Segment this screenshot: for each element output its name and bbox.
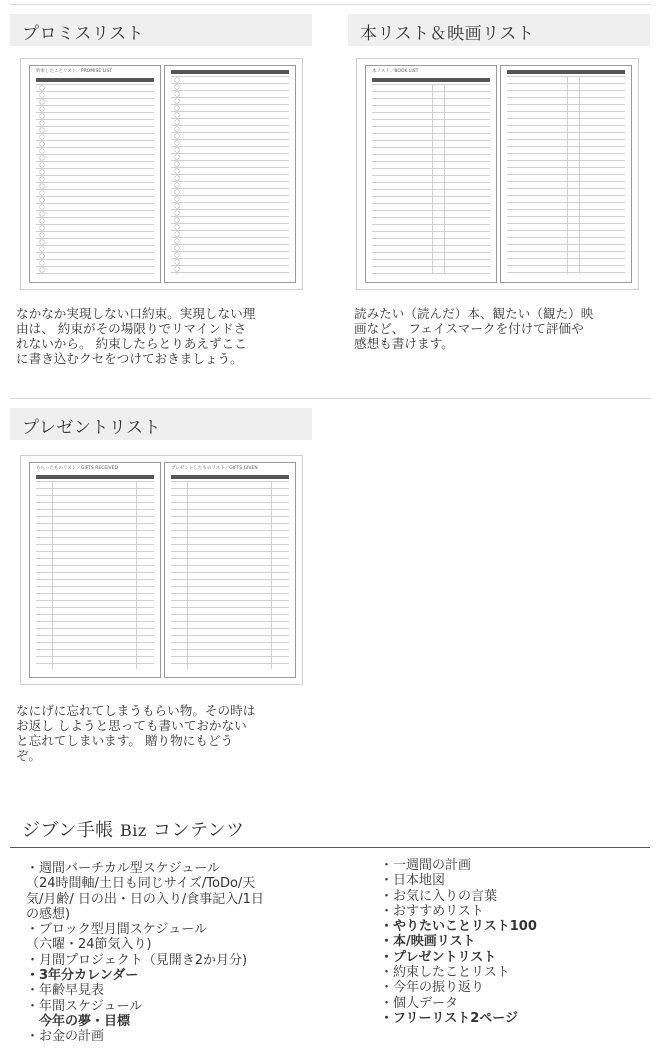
promise-list-preview: [20, 58, 303, 290]
page-header-bar: [372, 78, 490, 82]
promise-page-right: [164, 65, 296, 283]
present-page-left: [29, 462, 161, 678]
contents-title-latin: Biz: [120, 821, 147, 840]
contents-list-item: ・ブロック型月間スケジュール: [26, 922, 207, 938]
page-grid: [36, 481, 154, 669]
contents-list-item: の感想): [26, 906, 71, 922]
page-grid: [171, 76, 289, 274]
contents-list-item: ・今年の振り返り: [380, 980, 485, 996]
contents-list-item: ・一週間の計画: [380, 858, 472, 873]
section-heading-books: [348, 14, 650, 46]
page-header-bar: [36, 78, 154, 82]
contents-list-item: ・やりたいことリスト100: [380, 919, 537, 935]
page-grid: [507, 76, 625, 274]
contents-list-item: 気/月齢/ 日の出・日の入り/食事記入/1日: [26, 891, 264, 907]
page-header-bar: [171, 70, 289, 74]
contents-list-item: ・日本地図: [380, 873, 446, 889]
contents-list-item: ・お金の計画: [26, 1029, 105, 1045]
page-title: プレゼントしたものリスト／GIFTS GIVEN: [171, 466, 258, 471]
page-grid: [36, 84, 154, 274]
contents-list-left: [26, 861, 336, 1045]
present-page-right: [164, 462, 296, 678]
contents-title-jp2: コンテンツ: [146, 820, 245, 841]
book-page-left: [365, 65, 497, 283]
contents-list-item: ・年間スケジュール: [26, 998, 143, 1014]
page-grid: [171, 481, 289, 669]
contents-title-jp: ジブン手帳: [22, 820, 121, 841]
section-heading-present: [10, 408, 312, 440]
top-divider: [10, 4, 650, 5]
section-heading-books-text: 本リスト＆映画リスト: [360, 24, 535, 44]
section-heading-promise-text: プロミスリスト: [22, 24, 145, 44]
contents-list-right: [380, 858, 650, 1026]
page-header-bar: [36, 475, 154, 479]
contents-list-item: ・個人データ: [380, 995, 459, 1011]
contents-list-item: （六曜・24節気入り): [26, 937, 152, 953]
section-heading-present-text: プレゼントリスト: [22, 418, 161, 438]
contents-list-item: ・お気に入りの言葉: [380, 888, 498, 904]
book-list-preview: [356, 58, 639, 290]
contents-divider: [10, 847, 650, 848]
book-page-right: [500, 65, 632, 283]
section-heading-promise: [10, 14, 312, 46]
promise-page-left: [29, 65, 161, 283]
contents-list-item: 今年の夢・目標: [26, 1013, 131, 1029]
promise-description: なかなか実現しない口約束。実現しない理 由は、 約束がその場限りでリマインドさ れないから。 約束したらとりあえずここ に書き込むクセをつけておきましょう。: [16, 306, 256, 366]
books-description: 読みたい（読んだ）本、観たい（観た）映 画など、 フェイスマークを付けて評価や 感想も書けます。: [354, 306, 594, 351]
present-description: なにげに忘れてしまうもらい物。その時は お返し しようと思っても書いておかない と忘れてしまいます。 贈り物にもどう ぞ。: [16, 703, 256, 763]
contents-list-item: ・年齢早見表: [26, 983, 105, 999]
contents-list-item: ・プレゼントリスト: [380, 949, 497, 965]
contents-list-item: ・フリーリスト2ページ: [380, 1010, 519, 1026]
page-header-bar: [507, 70, 625, 74]
contents-list-item: ・おすすめリスト: [380, 903, 484, 919]
contents-list-item: ・3年分カレンダー: [26, 968, 139, 984]
contents-title: [22, 816, 245, 842]
section-divider: [10, 398, 650, 399]
present-list-preview: [20, 455, 303, 685]
contents-list-item: （24時間軸/土日も同じサイズ/ToDo/天: [26, 876, 256, 892]
page-title: もらったものリスト／GIFTS RECEIVED: [36, 466, 118, 471]
contents-list-item: ・本/映画リスト: [380, 934, 476, 950]
contents-list-item: ・月間プロジェクト（見開き2か月分): [26, 952, 248, 968]
contents-list-item: ・約束したことリスト: [380, 965, 510, 981]
contents-list-item: ・週間バーチカル型スケジュール: [26, 861, 220, 876]
page-header-bar: [171, 475, 289, 479]
page-title: 約束したことリスト／PROMISE LIST: [36, 69, 113, 74]
page-grid: [372, 84, 490, 274]
page-title: 本リスト／BOOK LIST: [372, 69, 419, 74]
